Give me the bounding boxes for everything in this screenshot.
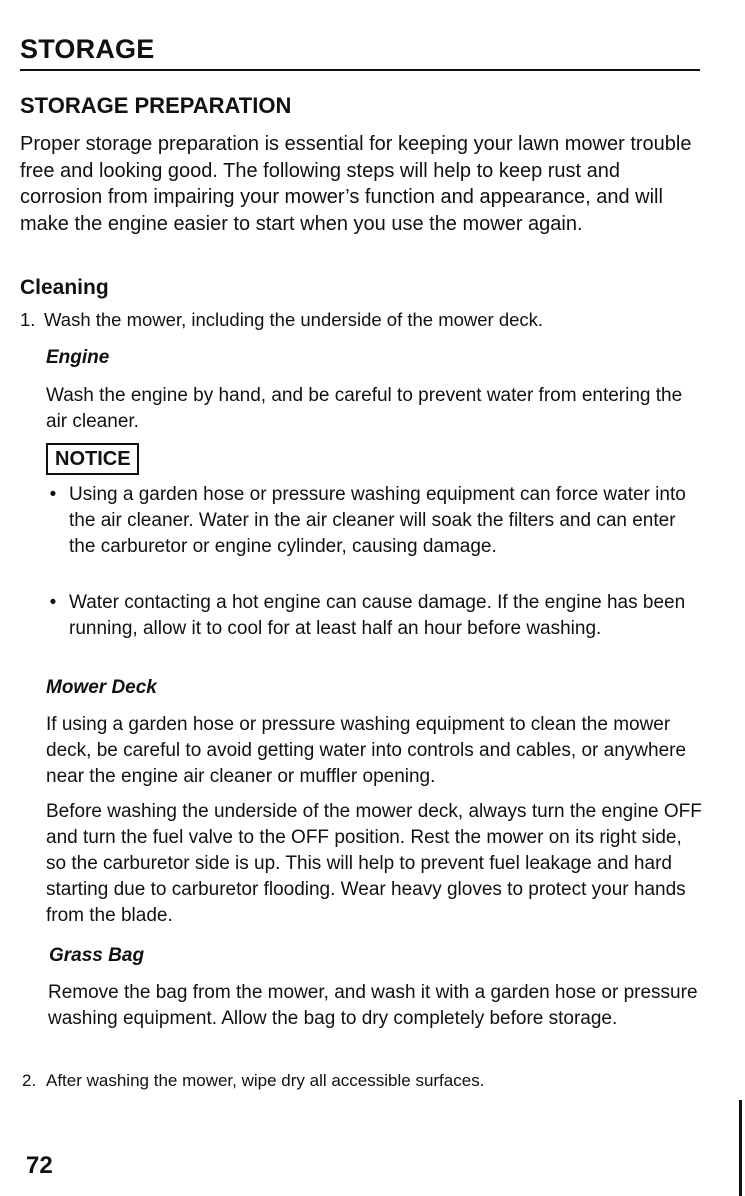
mower-deck-paragraph-1: If using a garden hose or pressure washing equipment to clean the mower deck, be careful to avoid getting water into controls and cables, or anywhere near the engine air cleaner or muffler opening. [46, 714, 687, 787]
title-divider [20, 69, 700, 71]
step-2-number: 2. [22, 1071, 37, 1090]
step-2 [22, 1069, 712, 1093]
bullet-dot: • [49, 484, 57, 505]
engine-heading: Engine [46, 347, 110, 368]
step-1-number: 1. [20, 309, 36, 330]
notice-label: NOTICE [46, 443, 139, 475]
step-1-text: Wash the mower, including the underside of the mower deck. [44, 309, 544, 330]
bullet-dot: • [49, 592, 57, 613]
page-number: 72 [26, 1152, 53, 1179]
cleaning-heading: Cleaning [20, 276, 109, 299]
step-2-text: After washing the mower, wipe dry all accessible surfaces. [46, 1071, 485, 1090]
notice-bullet-2 [46, 590, 706, 642]
section-title: STORAGE [20, 34, 155, 64]
grass-bag-heading: Grass Bag [49, 945, 145, 966]
notice-bullet-1-text: Using a garden hose or pressure washing equipment can force water into the air cleaner. Water in the air cleaner will soak the filters and can enter the carburetor or engine cylinder, causing damage. [69, 484, 686, 557]
notice-bullet-1 [46, 482, 706, 560]
notice-bullet-2-text: Water contacting a hot engine can cause damage. If the engine has been running, allow it to cool for at least half an hour before washing. [69, 592, 686, 639]
intro-paragraph: Proper storage preparation is essential for keeping your lawn mower trouble free and looking good. The following steps will help to keep rust and corrosion from impairing your mower’s function and appearance, and will make the engine easier to start when you use the mower again. [20, 133, 692, 235]
subsection-title: STORAGE PREPARATION [20, 93, 292, 118]
engine-text: Wash the engine by hand, and be careful to prevent water from entering the air cleaner. [46, 385, 683, 432]
scan-edge-line [739, 1100, 742, 1196]
grass-bag-text: Remove the bag from the mower, and wash it with a garden hose or pressure washing equipment. Allow the bag to dry completely before storage. [48, 982, 698, 1029]
mower-deck-paragraph-2: Before washing the underside of the mower deck, always turn the engine OFF and turn the fuel valve to the OFF position. Rest the mower on its right side, so the carburetor side is up. This will help to prevent fuel leakage and hard starting due to carburetor flooding. Wear heavy gloves to protect your hands from the blade. [46, 801, 702, 926]
step-1 [20, 308, 710, 332]
mower-deck-heading: Mower Deck [46, 677, 157, 698]
